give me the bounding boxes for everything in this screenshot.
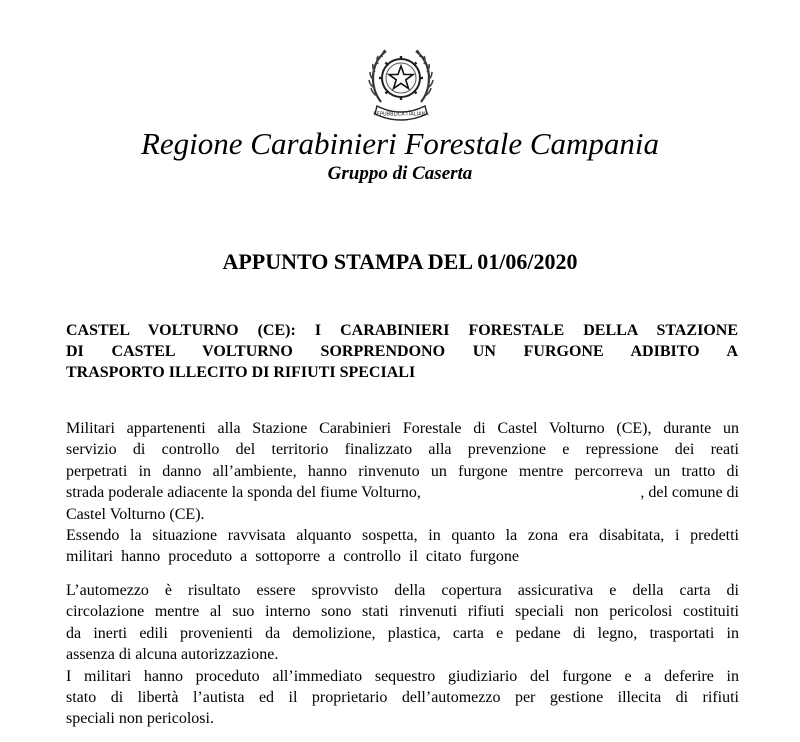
italian-republic-emblem-icon	[367, 40, 435, 128]
paragraph-line: Militari appartenenti alla Stazione Carabinieri Forestale di Castel Volturno (CE), durante un	[66, 420, 739, 437]
paragraph-line: Castel Volturno (CE).	[66, 505, 205, 523]
paragraph-line: da inerti edili provenienti da demolizione, plastica, carta e pedane di legno, trasportati in	[66, 624, 739, 642]
paragraph-line-end: , del comune di	[640, 484, 739, 502]
organization-title: Regione Carabinieri Forestale Campania	[140, 126, 660, 161]
paragraph-line-start: strada poderale adiacente la sponda del fiume Volturno,	[66, 484, 421, 502]
paragraph-line: stato di libertà l’autista ed il proprietario dell’automezzo per gestione illecita di rifiuti	[66, 689, 739, 707]
subject-line: TRASPORTO ILLECITO DI RIFIUTI SPECIALI	[66, 364, 416, 381]
body-first-section	[66, 418, 739, 568]
paragraph-line: I militari hanno proceduto all’immediato sequestro giudiziario del furgone e a deferire in	[66, 667, 739, 685]
paragraph-line: perpetrati in danno all’ambiente, hanno rinvenuto un furgone mentre percorreva un tratto di	[66, 462, 739, 480]
paragraph-line: servizio di controllo del territorio finalizzato alla prevenzione e repressione dei reati	[66, 441, 739, 459]
subject-line: CASTEL VOLTURNO (CE): I CARABINIERI FORESTALE DELLA STAZIONE	[66, 322, 738, 339]
paragraph-line: assenza di alcuna autorizzazione.	[66, 646, 279, 664]
subject-block	[66, 320, 738, 383]
paragraph-line: circolazione mentre al suo interno sono stati rinvenuti rifiuti speciali non pericolosi costituiti	[66, 603, 739, 621]
paragraph-line-redacted	[66, 482, 739, 503]
paragraph-line: Essendo la situazione ravvisata alquanto sospetta, in quanto la zona era disabitata, i predetti	[66, 527, 739, 545]
document-heading: APPUNTO STAMPA DEL 01/06/2020	[222, 249, 578, 274]
subject-line: DI CASTEL VOLTURNO SORPRENDONO UN FURGONE ADIBITO A	[66, 343, 738, 360]
paragraph-line: militari hanno proceduto a sottoporre a controllo il citato furgone	[66, 548, 519, 566]
body-second-section	[66, 580, 739, 730]
paragraph-line: L’automezzo è risultato essere sprovvisto della copertura assicurativa e della carta di	[66, 582, 739, 599]
emblem-ribbon-text: REPUBBLICA ITALIANA	[373, 111, 429, 118]
organization-unit: Gruppo di Caserta	[327, 163, 473, 184]
paragraph-line: speciali non pericolosi.	[66, 710, 214, 728]
